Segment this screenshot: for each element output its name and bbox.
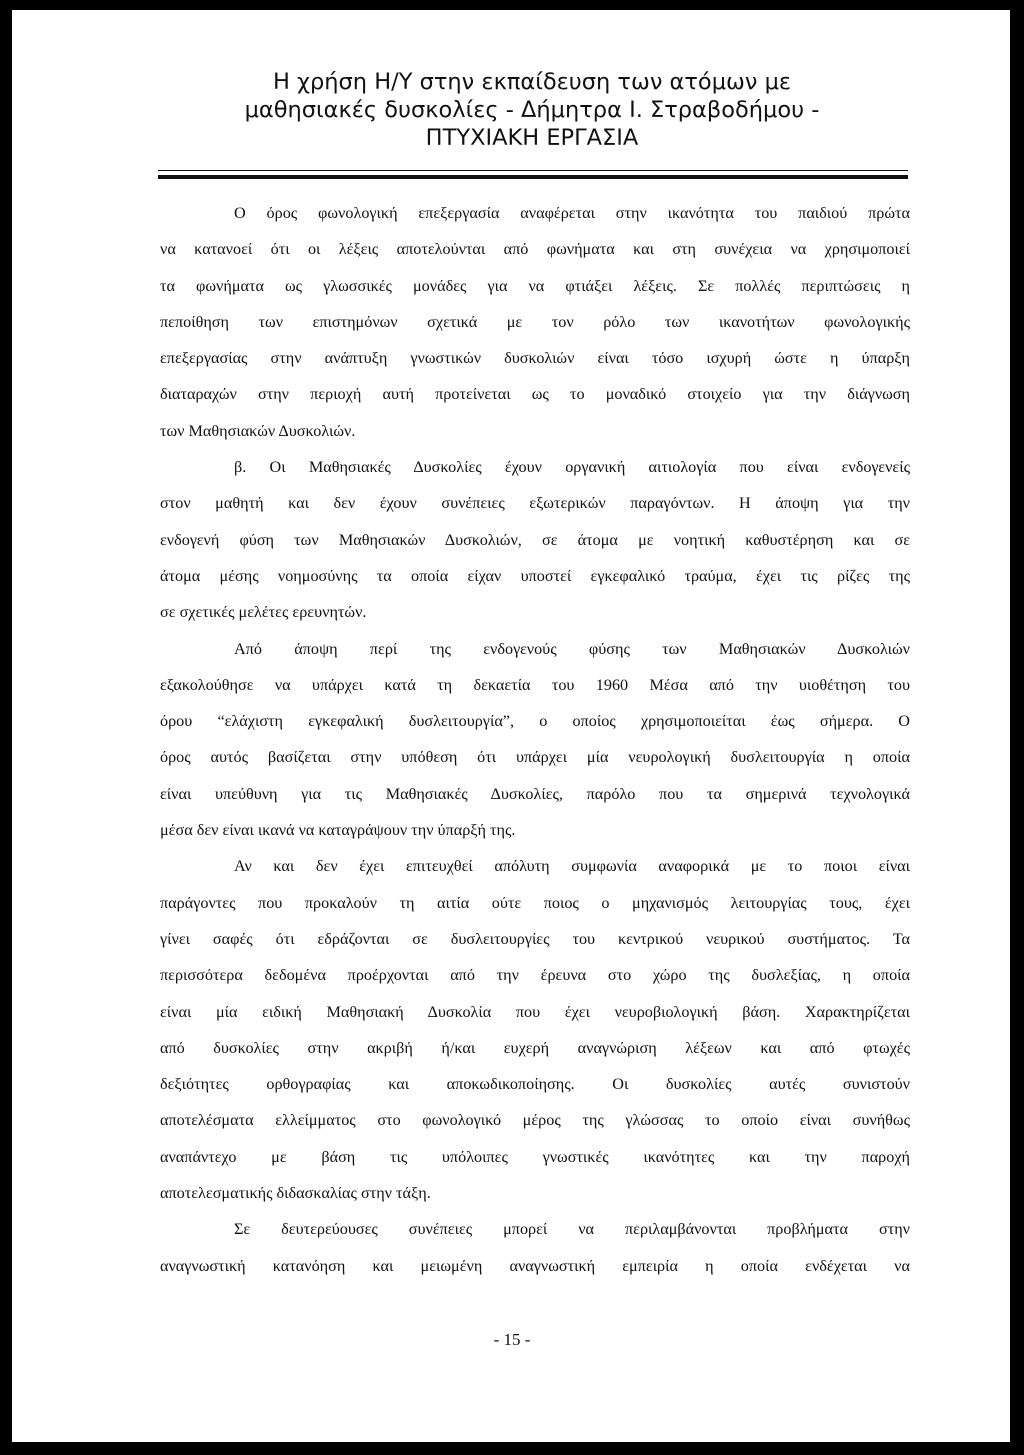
text-line: γίνει σαφές ότι εδράζονται σε δυσλειτουργίες του κεντρικού νευρικού συστήματος. Τα xyxy=(160,929,910,948)
text-line: ενδογενή φύση των Μαθησιακών Δυσκολιών, σε άτομα με νοητική καθυστέρηση και σε xyxy=(160,530,910,549)
text-line: περισσότερα δεδομένα προέρχονται από την έρευνα στο χώρο της δυσλεξίας, η οποία xyxy=(160,966,910,985)
header-title-line-3: ΠΤΥΧΙΑΚΗ ΕΡΓΑΣΙΑ xyxy=(425,125,639,151)
text-line: τα φωνήματα ως γλωσσικές μονάδες για να φτιάξει λέξεις. Σε πολλές περιπτώσεις η xyxy=(160,276,910,295)
text-line: άτομα μέσης νοημοσύνης τα οποία είχαν υποστεί εγκεφαλικό τραύμα, έχει τις ρίζες της xyxy=(160,566,910,585)
text-line: β. Οι Μαθησιακές Δυσκολίες έχουν οργανική αιτιολογία που είναι ενδογενείς xyxy=(234,458,910,477)
text-line: παράγοντες που προκαλούν τη αιτία ούτε ποιος ο μηχανισμός λειτουργίας τους, έχει xyxy=(160,893,910,912)
text-line: όρος αυτός βασίζεται στην υπόθεση ότι υπάρχει μία νευρολογική δυσλειτουργία η οποία xyxy=(160,748,910,767)
page-number: - 15 - xyxy=(493,1330,531,1349)
text-line: είναι μία ειδική Μαθησιακή Δυσκολία που έχει νευροβιολογική βάση. Χαρακτηρίζεται xyxy=(160,1002,910,1021)
text-line: να κατανοεί ότι οι λέξεις αποτελούνται από φωνήματα και στη συνέχεια να χρησιμοποιεί xyxy=(160,240,910,259)
header-rule-thick xyxy=(158,175,908,179)
text-line: αποτελεσματικής διδασκαλίας στην τάξη. xyxy=(160,1184,431,1203)
text-line: από δυσκολίες στην ακριβή ή/και ευχερή αναγνώριση λέξεων και από φτωχές xyxy=(160,1038,910,1057)
text-line: μέσα δεν είναι ικανά να καταγράψουν την ύπαρξή της. xyxy=(160,821,516,840)
text-line: στον μαθητή και δεν έχουν συνέπειες εξωτερικών παραγόντων. Η άποψη για την xyxy=(160,494,910,513)
text-line: σε σχετικές μελέτες ερευνητών. xyxy=(160,603,367,622)
text-line: είναι υπεύθυνη για τις Μαθησιακές Δυσκολίες, παρόλο που τα σημερινά τεχνολογικά xyxy=(160,784,910,803)
text-line: αναγνωστική κατανόηση και μειωμένη αναγνωστική εμπειρία η οποία ενδέχεται να xyxy=(160,1256,910,1275)
body-text xyxy=(160,204,910,1293)
header-title-line-2: μαθησιακές δυσκολίες - Δήμητρα Ι. Στραβοδήμου - xyxy=(244,97,820,123)
running-header xyxy=(142,68,922,152)
document-page xyxy=(12,10,1010,1442)
text-line: αποτελέσματα ελλείμματος στο φωνολογικό μέρος της γλώσσας το οποίο είναι συνήθως xyxy=(160,1111,910,1130)
text-line: διαταραχών στην περιοχή αυτή προτείνεται ως το μοναδικό στοιχείο για την διάγνωση xyxy=(160,385,910,404)
text-line: Ο όρος φωνολογική επεξεργασία αναφέρεται στην ικανότητα του παιδιού πρώτα xyxy=(234,204,910,222)
text-line: Από άποψη περί της ενδογενούς φύσης των Μαθησιακών Δυσκολιών xyxy=(234,639,910,658)
text-line: των Μαθησιακών Δυσκολιών. xyxy=(160,421,356,440)
text-line: πεποίθηση των επιστημόνων σχετικά με τον ρόλο των ικανοτήτων φωνολογικής xyxy=(160,312,910,331)
text-line: όρου “ελάχιστη εγκεφαλική δυσλειτουργία”, ο οποίος χρησιμοποιείται έως σήμερα. Ο xyxy=(160,712,910,731)
text-line: δεξιότητες ορθογραφίας και αποκωδικοποίησης. Οι δυσκολίες αυτές συνιστούν xyxy=(160,1075,910,1094)
header-rule-thin xyxy=(158,170,908,171)
header-title-line-1: Η χρήση Η/Υ στην εκπαίδευση των ατόμων με xyxy=(272,69,792,95)
text-line: επεξεργασίας στην ανάπτυξη γνωστικών δυσκολιών είναι τόσο ισχυρή ώστε η ύπαρξη xyxy=(160,349,910,368)
text-line: αναπάντεχο με βάση τις υπόλοιπες γνωστικές ικανότητες και την παροχή xyxy=(160,1147,910,1166)
text-line: Αν και δεν έχει επιτευχθεί απόλυτη συμφωνία αναφορικά με το ποιοι είναι xyxy=(234,857,910,876)
text-line: εξακολούθησε να υπάρχει κατά τη δεκαετία του 1960 Μέσα από την υιοθέτηση του xyxy=(160,675,910,694)
text-line: Σε δευτερεύουσες συνέπειες μπορεί να περιλαμβάνονται προβλήματα στην xyxy=(234,1220,910,1239)
